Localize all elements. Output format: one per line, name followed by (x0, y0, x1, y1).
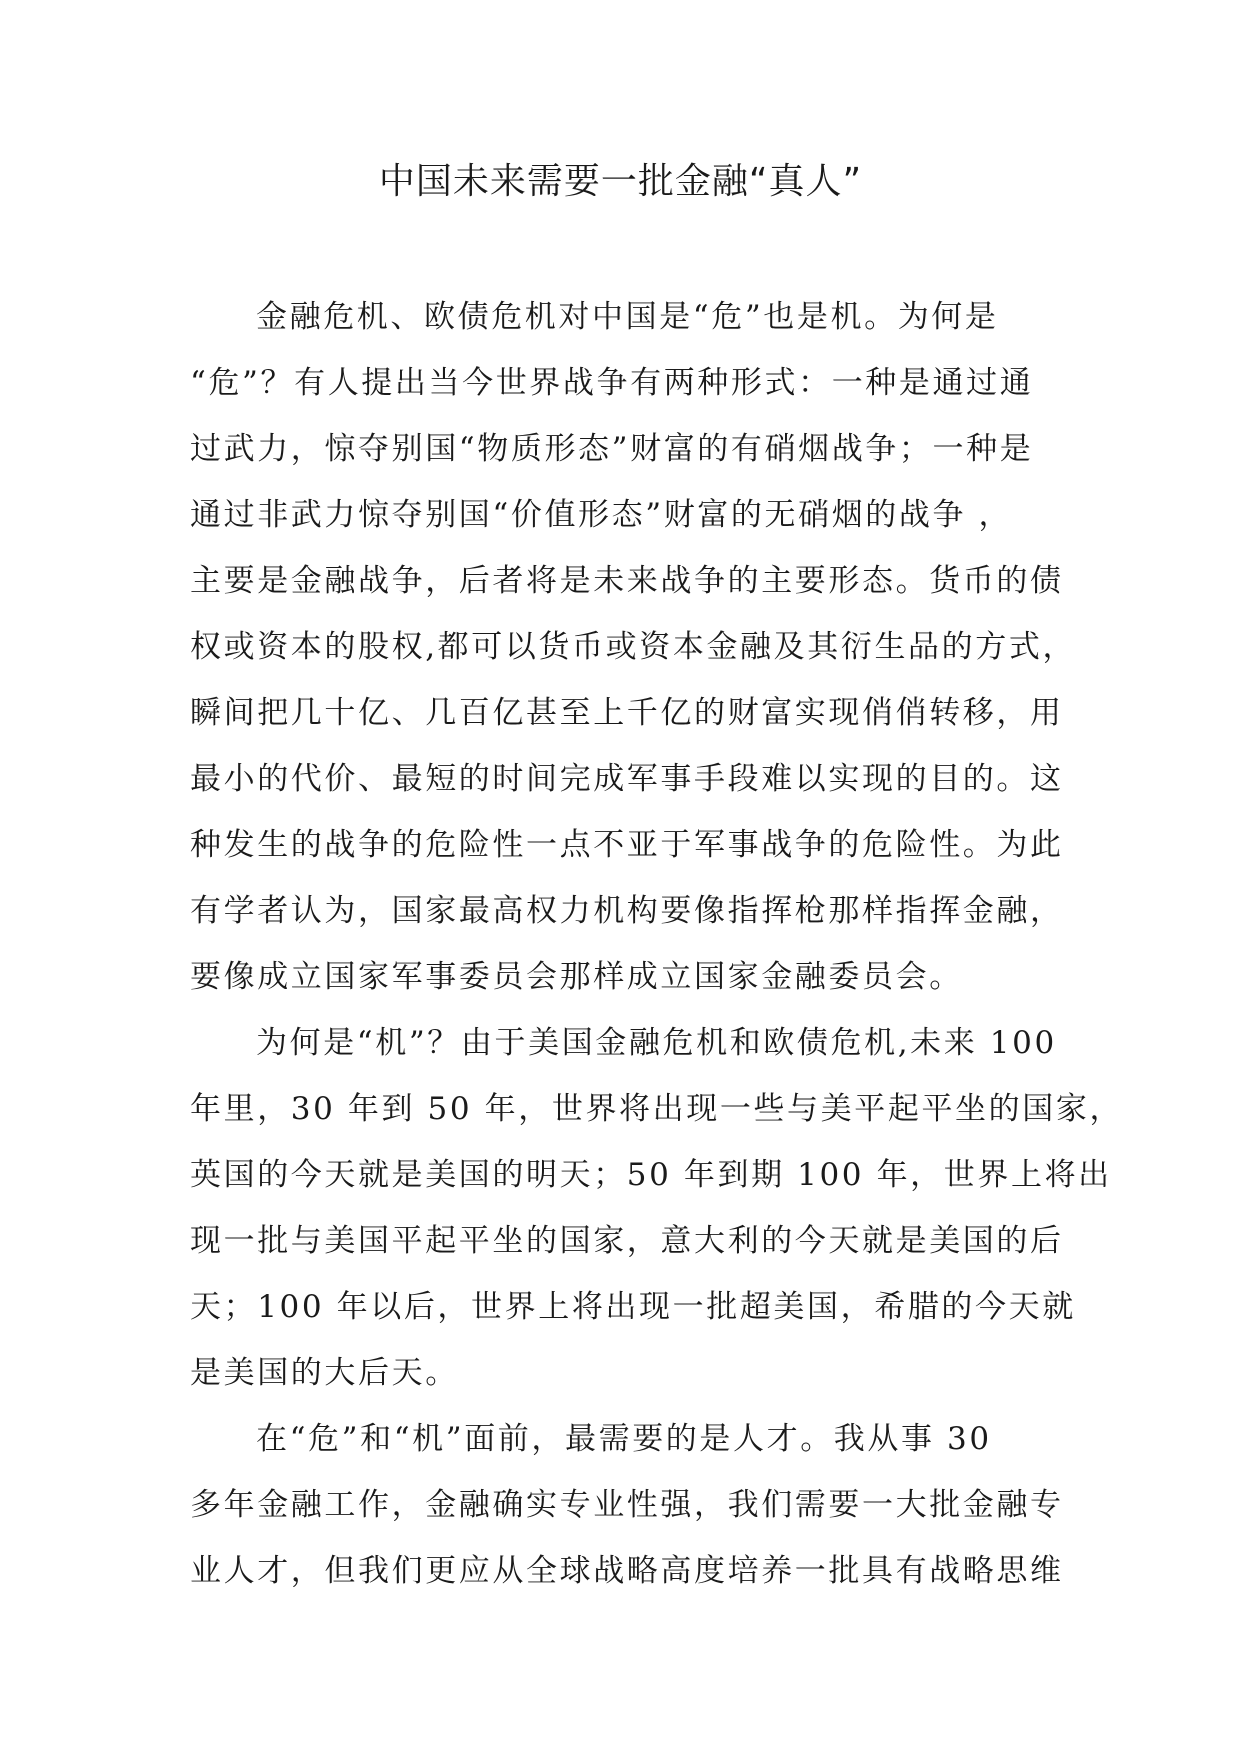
paragraph-3-line-1: 在“危”和“机”面前，最需要的是人才。我从事 30 (256, 1421, 992, 1457)
paragraph-1-line-4: 通过非武力惊夺别国“价值形态”财富的无硝烟的战争 ， (190, 497, 1013, 533)
paragraph-1-line-7: 瞬间把几十亿、几百亿甚至上千亿的财富实现俏俏转移，用 (190, 695, 1064, 731)
paragraph-2-line-6: 是美国的大后天。 (190, 1355, 459, 1391)
paragraph-1-line-6: 权或资本的股权,都可以货币或资本金融及其衍生品的方式， (190, 629, 1077, 665)
paragraph-1-line-8: 最小的代价、最短的时间完成军事手段难以实现的目的。这 (190, 761, 1064, 797)
paragraph-1-line-11: 要像成立国家军事委员会那样成立国家金融委员会。 (190, 959, 963, 995)
paragraph-1-line-5: 主要是金融战争，后者将是未来战争的主要形态。货币的债 (190, 563, 1064, 599)
paragraph-3-line-2: 多年金融工作，金融确实专业性强，我们需要一大批金融专 (190, 1487, 1064, 1523)
paragraph-1-line-3: 过武力，惊夺别国“物质形态”财富的有硝烟战争；一种是 (190, 431, 1034, 467)
paragraph-1-line-1: 金融危机、欧债危机对中国是“危”也是机。为何是 (256, 299, 999, 335)
paragraph-1-line-9: 种发生的战争的危险性一点不亚于军事战争的危险性。为此 (190, 827, 1064, 863)
paragraph-3-line-3: 业人才，但我们更应从全球战略高度培养一批具有战略思维 (190, 1553, 1064, 1589)
paragraph-2-line-4: 现一批与美国平起平坐的国家，意大利的今天就是美国的后 (190, 1223, 1064, 1259)
paragraph-2-line-3: 英国的今天就是美国的明天；50 年到期 100 年，世界上将出 (190, 1157, 1112, 1193)
document-title: 中国未来需要一批金融“真人” (378, 161, 863, 202)
paragraph-2-line-1: 为何是“机”？由于美国金融危机和欧债危机,未来 100 (256, 1025, 1057, 1061)
paragraph-2-line-2: 年里，30 年到 50 年，世界将出现一些与美平起平坐的国家， (190, 1091, 1124, 1127)
paragraph-2-line-5: 天；100 年以后，世界上将出现一批超美国，希腊的今天就 (190, 1289, 1076, 1325)
document-body (190, 284, 1124, 1604)
paragraph-1-line-10: 有学者认为，国家最高权力机构要像指挥枪那样指挥金融， (190, 893, 1064, 929)
paragraph-1-line-2: “危”？有人提出当今世界战争有两种形式：一种是通过通 (190, 365, 1034, 401)
